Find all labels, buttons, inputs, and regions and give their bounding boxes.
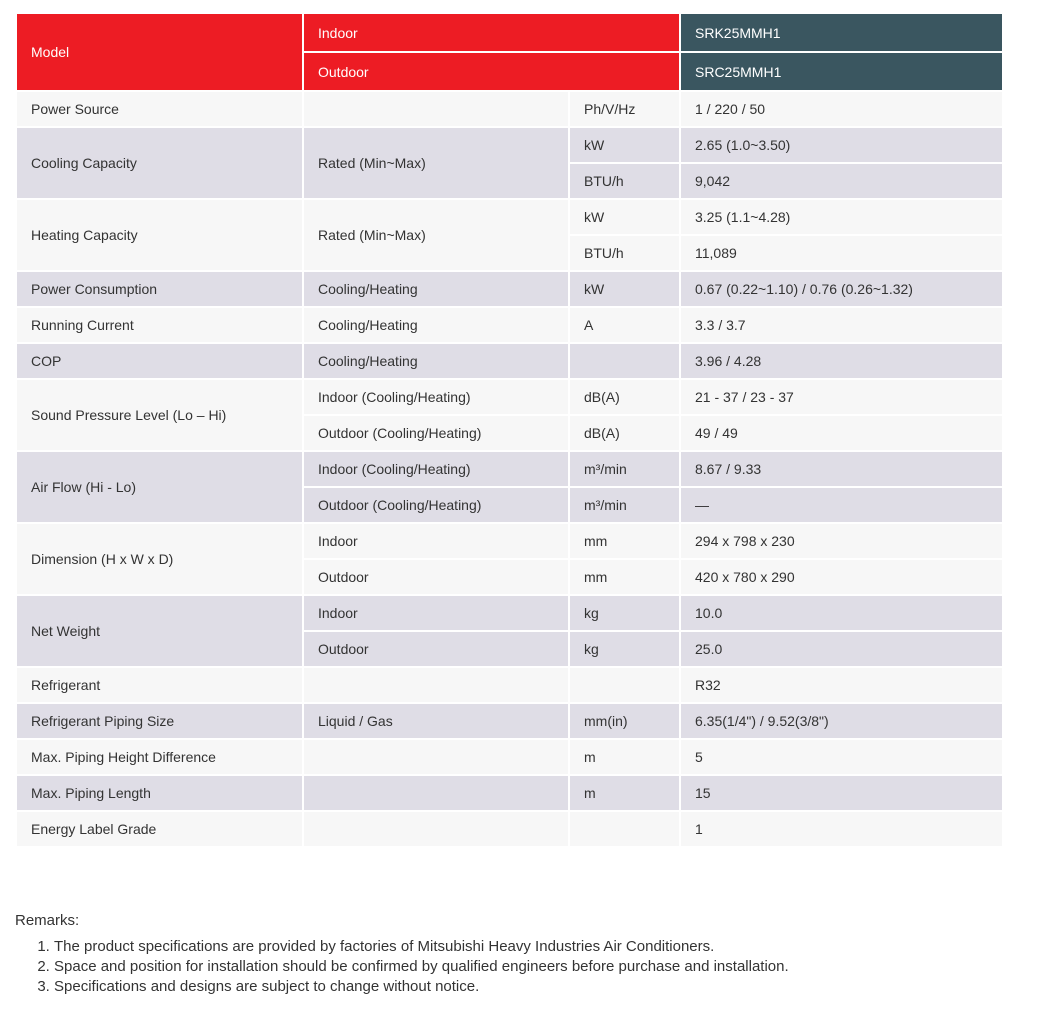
spec-label: COP [16,343,303,379]
spec-unit [569,667,680,703]
remarks [15,912,789,997]
spec-value: 1 / 220 / 50 [680,91,1003,127]
spec-condition: Outdoor [303,631,569,667]
spec-unit: BTU/h [569,235,680,271]
spec-table [15,12,1004,848]
spec-unit: mm [569,523,680,559]
spec-value: 15 [680,775,1003,811]
indoor-model: SRK25MMH1 [680,13,1003,52]
spec-unit: kg [569,595,680,631]
spec-label: Refrigerant Piping Size [16,703,303,739]
table-row [16,343,1003,379]
table-row [16,271,1003,307]
spec-unit [569,343,680,379]
spec-unit: mm(in) [569,703,680,739]
spec-condition: Indoor (Cooling/Heating) [303,379,569,415]
table-row [16,739,1003,775]
spec-label: Max. Piping Height Difference [16,739,303,775]
spec-value: R32 [680,667,1003,703]
spec-label: Max. Piping Length [16,775,303,811]
spec-condition [303,739,569,775]
spec-unit: A [569,307,680,343]
spec-label: Power Consumption [16,271,303,307]
spec-condition [303,91,569,127]
spec-unit: m [569,739,680,775]
model-label: Model [16,13,303,91]
spec-condition [303,775,569,811]
spec-label: Sound Pressure Level (Lo – Hi) [16,379,303,451]
spec-unit: kW [569,127,680,163]
spec-value: 3.25 (1.1~4.28) [680,199,1003,235]
spec-unit: m [569,775,680,811]
spec-condition: Outdoor [303,559,569,595]
table-row [16,127,1003,163]
table-row [16,667,1003,703]
spec-value: 9,042 [680,163,1003,199]
table-row [16,811,1003,847]
spec-label: Dimension (H x W x D) [16,523,303,595]
table-row [16,595,1003,631]
spec-value: — [680,487,1003,523]
spec-value: 25.0 [680,631,1003,667]
table-row [16,379,1003,415]
spec-unit: m³/min [569,487,680,523]
table-row [16,523,1003,559]
table-row [16,199,1003,235]
spec-condition: Indoor [303,595,569,631]
spec-label: Heating Capacity [16,199,303,271]
spec-condition: Indoor (Cooling/Heating) [303,451,569,487]
spec-value: 5 [680,739,1003,775]
table-row [16,775,1003,811]
spec-condition: Cooling/Heating [303,343,569,379]
spec-unit: Ph/V/Hz [569,91,680,127]
spec-condition [303,667,569,703]
spec-value: 21 - 37 / 23 - 37 [680,379,1003,415]
spec-unit: kW [569,271,680,307]
spec-unit: kW [569,199,680,235]
spec-condition: Indoor [303,523,569,559]
table-row [16,451,1003,487]
table-row [16,307,1003,343]
remark-item: 1. The product specifications are provided by factories of Mitsubishi Heavy Industries Air Conditioners. [54,937,789,957]
spec-value: 0.67 (0.22~1.10) / 0.76 (0.26~1.32) [680,271,1003,307]
spec-condition: Liquid / Gas [303,703,569,739]
spec-value: 420 x 780 x 290 [680,559,1003,595]
spec-value: 10.0 [680,595,1003,631]
spec-value: 6.35(1/4") / 9.52(3/8") [680,703,1003,739]
spec-value: 11,089 [680,235,1003,271]
spec-value: 3.96 / 4.28 [680,343,1003,379]
remark-item: 2. Space and position for installation should be confirmed by qualified engineers before purchase and installation. [54,957,789,977]
spec-value: 8.67 / 9.33 [680,451,1003,487]
spec-unit: kg [569,631,680,667]
table-row [16,703,1003,739]
outdoor-label: Outdoor [303,52,680,91]
spec-unit: BTU/h [569,163,680,199]
spec-condition: Rated (Min~Max) [303,199,569,271]
spec-unit [569,811,680,847]
spec-value: 294 x 798 x 230 [680,523,1003,559]
spec-value: 2.65 (1.0~3.50) [680,127,1003,163]
spec-unit: dB(A) [569,379,680,415]
spec-label: Power Source [16,91,303,127]
spec-value: 3.3 / 3.7 [680,307,1003,343]
spec-label: Energy Label Grade [16,811,303,847]
spec-unit: mm [569,559,680,595]
spec-condition [303,811,569,847]
spec-condition: Outdoor (Cooling/Heating) [303,415,569,451]
table-row [16,91,1003,127]
spec-condition: Cooling/Heating [303,271,569,307]
spec-value: 49 / 49 [680,415,1003,451]
spec-unit: m³/min [569,451,680,487]
indoor-label: Indoor [303,13,680,52]
spec-label: Air Flow (Hi - Lo) [16,451,303,523]
spec-condition: Outdoor (Cooling/Heating) [303,487,569,523]
spec-label: Running Current [16,307,303,343]
spec-label: Net Weight [16,595,303,667]
spec-label: Refrigerant [16,667,303,703]
spec-condition: Rated (Min~Max) [303,127,569,199]
spec-condition: Cooling/Heating [303,307,569,343]
outdoor-model: SRC25MMH1 [680,52,1003,91]
remark-item: 3. Specifications and designs are subject to change without notice. [54,977,789,997]
spec-label: Cooling Capacity [16,127,303,199]
spec-unit: dB(A) [569,415,680,451]
remarks-title: Remarks: [15,912,80,929]
spec-value: 1 [680,811,1003,847]
header-row-indoor [16,13,1003,52]
